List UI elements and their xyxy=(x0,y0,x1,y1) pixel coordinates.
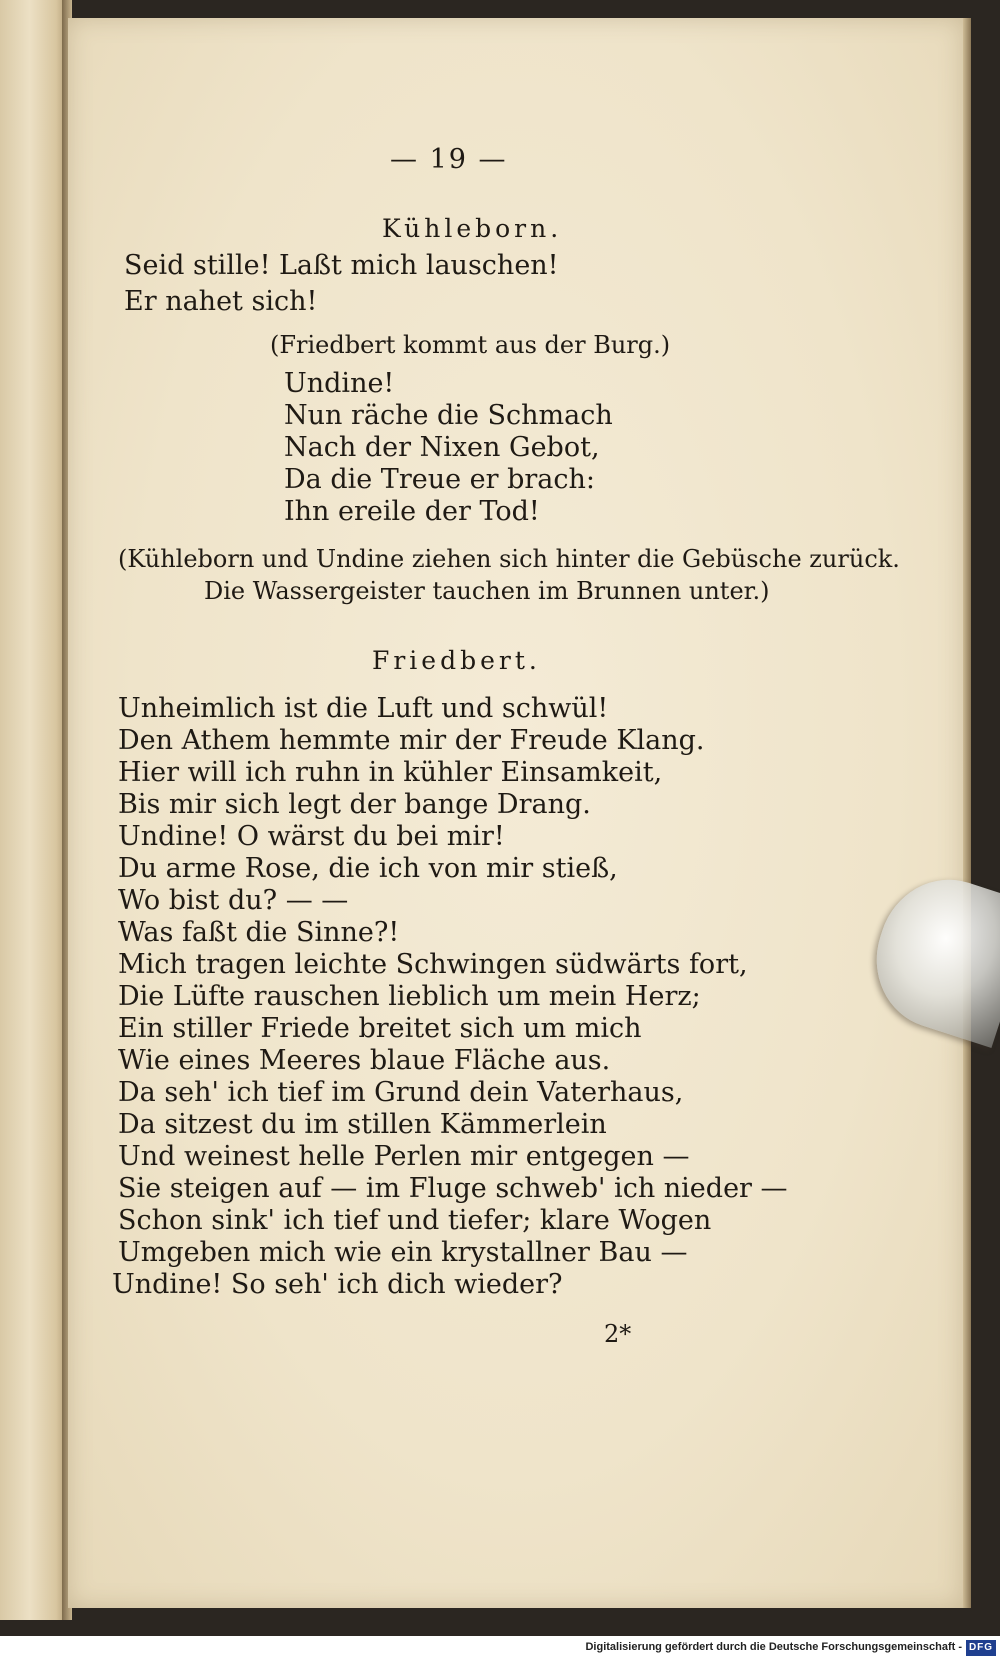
verse-line: Ein stiller Friede breitet sich um mich xyxy=(118,1013,642,1044)
verse-line: Den Athem hemmte mir der Freude Klang. xyxy=(118,725,705,756)
verse-line: Du arme Rose, die ich von mir stieß, xyxy=(118,853,618,884)
speaker-kuehleborn: Kühleborn. xyxy=(382,214,563,243)
verse-line: Umgeben mich wie ein krystallner Bau — xyxy=(118,1237,688,1268)
verse-line: Was faßt die Sinne?! xyxy=(118,917,400,948)
verse-line: Da die Treue er brach: xyxy=(284,464,596,495)
verse-line: Nach der Nixen Gebot, xyxy=(284,432,600,463)
verse-line: Wo bist du? — — xyxy=(118,885,349,916)
verse-line: Da sitzest du im stillen Kämmerlein xyxy=(118,1109,607,1140)
verse-line: Hier will ich ruhn in kühler Einsamkeit, xyxy=(118,757,663,788)
left-page-edge xyxy=(0,0,68,1620)
verse-line: Nun räche die Schmach xyxy=(284,400,613,431)
verse-line: Ihn ereile der Tod! xyxy=(284,496,540,527)
digitization-credit: Digitalisierung gefördert durch die Deutsche Forschungsgemeinschaft - xyxy=(585,1641,962,1653)
verse-line: Unheimlich ist die Luft und schwül! xyxy=(118,693,609,724)
verse-line: Er nahet sich! xyxy=(124,286,318,317)
verse-line: Die Lüfte rauschen lieblich um mein Herz; xyxy=(118,981,701,1012)
verse-line: Und weinest helle Perlen mir entgegen — xyxy=(118,1141,690,1172)
speaker-friedbert: Friedbert. xyxy=(372,646,541,675)
page-number: — 19 — xyxy=(390,144,508,175)
stage-direction: (Kühleborn und Undine ziehen sich hinter die Gebüsche zurück. xyxy=(118,545,900,573)
verse-line: Undine! So seh' ich dich wieder? xyxy=(112,1269,563,1300)
stage-direction: (Friedbert kommt aus der Burg.) xyxy=(270,331,671,359)
verse-line: Sie steigen auf — im Fluge schweb' ich nieder — xyxy=(118,1173,788,1204)
verse-line: Seid stille! Laßt mich lauschen! xyxy=(124,250,559,281)
right-page-edge xyxy=(963,18,971,1608)
verse-line: Wie eines Meeres blaue Fläche aus. xyxy=(118,1045,611,1076)
verse-line: Undine! xyxy=(284,368,395,399)
signature-mark: 2* xyxy=(604,1320,632,1348)
dfg-logo: DFG xyxy=(966,1640,996,1656)
stage-direction: Die Wassergeister tauchen im Brunnen unter.) xyxy=(204,577,770,605)
verse-line: Schon sink' ich tief und tiefer; klare Wogen xyxy=(118,1205,712,1236)
verse-line: Mich tragen leichte Schwingen südwärts fort, xyxy=(118,949,748,980)
verse-line: Da seh' ich tief im Grund dein Vaterhaus, xyxy=(118,1077,684,1108)
verse-line: Bis mir sich legt der bange Drang. xyxy=(118,789,591,820)
verse-line: Undine! O wärst du bei mir! xyxy=(118,821,505,852)
